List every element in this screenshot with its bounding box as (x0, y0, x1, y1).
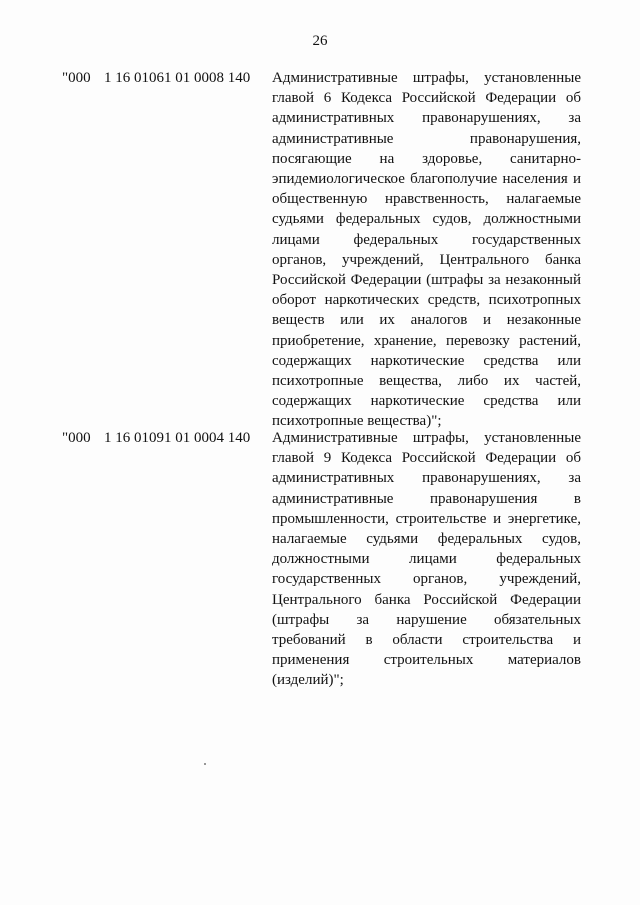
description-line: главой 6 Кодекса Российской Федерации об (272, 90, 581, 107)
description-line: должностными лицами федеральных (272, 551, 581, 568)
scan-speck (204, 763, 206, 765)
entry-description (272, 68, 581, 432)
description-line: веществ или их аналогов и незаконные (272, 312, 581, 329)
description-line: эпидемиологическое благополучие населения и (272, 171, 581, 188)
description-line: Российской Федерации (штрафы за незаконный (272, 272, 581, 289)
code-prefix: "000 (62, 70, 91, 86)
description-line: посягающие на здоровье, санитарно- (272, 150, 581, 167)
description-line: психотропные вещества, либо их частей, (272, 373, 581, 390)
description-line: (изделий)"; (272, 672, 344, 689)
description-line: административных правонарушениях, за (272, 110, 581, 127)
description-line: Административные штрафы, установленные (272, 70, 581, 86)
description-line: административных правонарушениях, за (272, 470, 581, 487)
description-line: налагаемые судьями федеральных судов, (272, 531, 581, 548)
description-line: судьями федеральных судов, должностными (272, 211, 581, 228)
description-line: главой 9 Кодекса Российской Федерации об (272, 450, 581, 467)
page-number: 26 (312, 33, 328, 49)
description-line: лицами федеральных государственных (272, 231, 581, 248)
description-line: применения строительных материалов (272, 652, 581, 669)
description-line: приобретение, хранение, перевозку растений, (272, 332, 581, 349)
budget-classification-code (62, 428, 250, 448)
description-line: государственных органов, учреждений, (272, 571, 581, 588)
description-line: административные правонарушения в (272, 490, 581, 507)
description-line: содержащих наркотические средства или (272, 393, 581, 410)
description-line: содержащих наркотические средства или (272, 352, 581, 369)
code-number: 1 16 01061 01 0008 140 (104, 70, 251, 86)
description-line: общественную нравственность, налагаемые (272, 191, 581, 208)
description-line: (штрафы за нарушение обязательных (272, 611, 581, 628)
code-prefix: "000 (62, 430, 91, 446)
description-line: промышленности, строительстве и энергетике, (272, 510, 581, 527)
description-line: психотропные вещества)"; (272, 413, 442, 430)
description-line: Административные штрафы, установленные (272, 430, 581, 446)
description-line: административные правонарушения, (272, 130, 581, 147)
description-line: Центрального банка Российской Федерации (272, 591, 581, 608)
code-number: 1 16 01091 01 0004 140 (104, 430, 251, 446)
entry-description (272, 428, 581, 691)
description-line: оборот наркотических средств, психотропных (272, 292, 581, 309)
budget-classification-code (62, 68, 250, 88)
description-line: требований в области строительства и (272, 632, 581, 649)
description-line: органов, учреждений, Центрального банка (272, 251, 581, 268)
